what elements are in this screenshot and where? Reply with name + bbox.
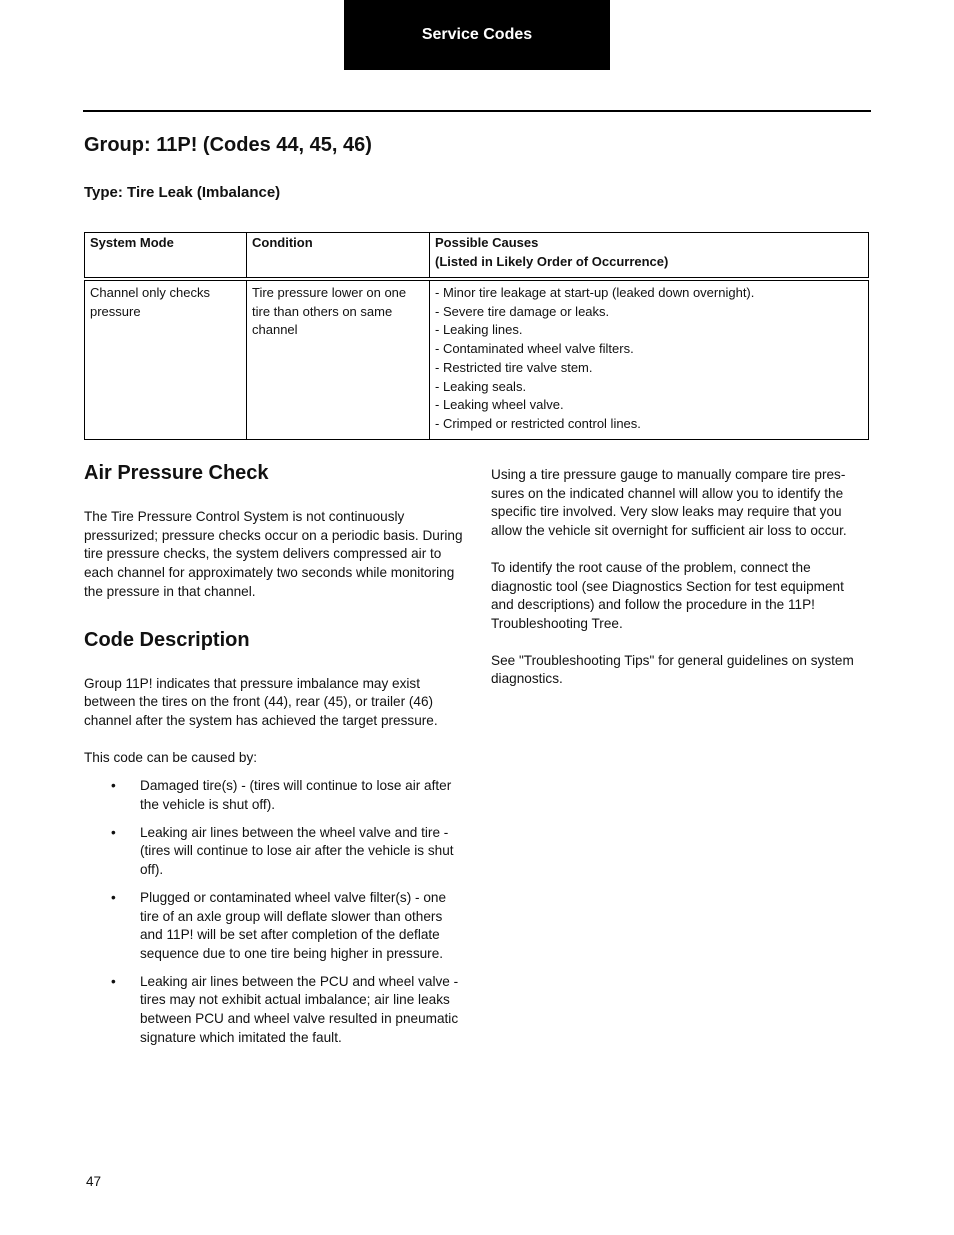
section-tab-label: Service Codes [421, 26, 533, 43]
header-condition: Condition [247, 233, 430, 280]
table-header-row [85, 233, 869, 280]
cause-item: - Severe tire damage or leaks. [435, 303, 610, 319]
header-system-mode: System Mode [85, 233, 247, 280]
code-description-heading: Code Description [84, 628, 250, 651]
cell-possible-causes [430, 279, 869, 439]
header-divider [83, 110, 871, 112]
bullet-icon: • [111, 889, 116, 905]
cause-item: - Restricted tire valve stem. [435, 359, 593, 375]
list-item-text: Damaged tire(s) - (tires will continue to lose air after the vehicle is shut off). [140, 778, 452, 813]
section-tab [344, 0, 610, 70]
list-item [84, 973, 464, 1048]
gauge-paragraph: Using a tire pressure gauge to manually compare tire pres-sures on the indicated channel will allow you to identify the specific tire involved. Very slow leaks may require that you allow the vehicle sit overnight for sufficient air loss to occur. [491, 467, 847, 539]
header-possible-causes [430, 233, 869, 280]
code-description-body: Group 11P! indicates that pressure imbalance may exist between the tires on the front (44), rear (45), or trailer (46) channel after the system has achieved the target pressure. [84, 675, 438, 728]
table-row [85, 279, 869, 439]
causes-bullet-list [84, 777, 464, 1047]
page-number: 47 [86, 1174, 102, 1189]
cause-item: - Leaking seals. [435, 378, 527, 394]
group-title: Group: 11P! (Codes 44, 45, 46) [84, 134, 372, 156]
cell-condition: Tire pressure lower on one tire than others on same channel [247, 279, 430, 439]
list-item-text: Leaking air lines between the PCU and wheel valve - tires may not exhibit actual imbalance; air line leaks between PCU and wheel valve resulted in pneumatic signature which imitated the fault. [140, 973, 459, 1045]
troubleshooting-tips-paragraph: See "Troubleshooting Tips" for general guidelines on system diagnostics. [491, 652, 854, 687]
service-code-table [84, 232, 869, 440]
cause-item: - Leaking wheel valve. [435, 397, 564, 413]
right-column [491, 466, 866, 689]
bullet-icon: • [111, 973, 116, 989]
cell-system-mode: Channel only checks pressure [85, 279, 247, 439]
type-title: Type: Tire Leak (Imbalance) [84, 184, 281, 201]
air-pressure-check-heading: Air Pressure Check [84, 462, 269, 484]
list-item [84, 824, 464, 880]
list-item [84, 777, 464, 814]
cause-item: - Minor tire leakage at start-up (leaked down overnight). [435, 285, 755, 300]
list-item-text: Leaking air lines between the wheel valve and tire - (tires will continue to lose air after the vehicle is shut off). [140, 824, 454, 878]
air-pressure-check-body: The Tire Pressure Control System is not continuously pressurized; pressure checks occur on a periodic basis. During tire pressure checks, the system delivers compressed air to each channel for approximately two seconds while monitoring the pressure in that channel. [84, 509, 463, 599]
header-causes-line2: (Listed in Likely Order of Occurrence) [435, 253, 669, 269]
list-item [84, 889, 464, 964]
bullet-icon: • [111, 824, 116, 840]
root-cause-paragraph: To identify the root cause of the problem, connect the diagnostic tool (see Diagnostics Section for test equipment and descriptions) and follow the procedure in the 11P! Troubleshooting Tree. [491, 559, 844, 631]
cause-item: - Contaminated wheel valve filters. [435, 341, 634, 357]
cause-item: - Crimped or restricted control lines. [435, 415, 641, 431]
caused-by-text: This code can be caused by: [84, 749, 258, 765]
bullet-icon: • [111, 778, 116, 794]
left-column [84, 462, 464, 1056]
list-item-text: Plugged or contaminated wheel valve filter(s) - one tire of an axle group will deflate slower than others and 11P! will be set after completion of the deflate sequence due to one tire being higher in pressure. [140, 889, 447, 961]
cause-item: - Leaking lines. [435, 322, 523, 338]
header-causes-line1: Possible Causes [435, 235, 539, 250]
